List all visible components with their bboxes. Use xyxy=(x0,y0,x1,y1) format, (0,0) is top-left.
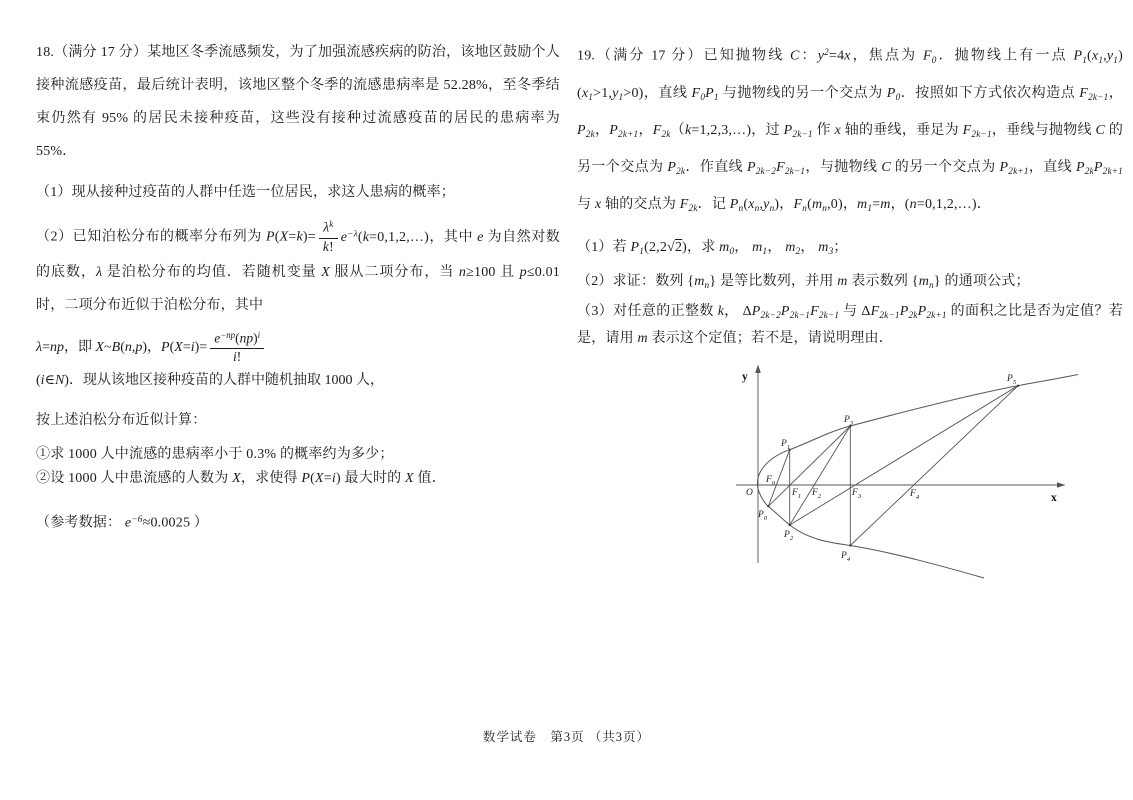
page-footer: 数学试卷 第3页 （共3页） xyxy=(482,730,651,744)
figure-label-P4: $P_4$ xyxy=(841,551,851,564)
problem18-part1: （1）现从接种过疫苗的人群中任选一位居民，求这人患病的概率； xyxy=(36,185,455,200)
figure-label-x: x xyxy=(1051,492,1057,505)
problem18-item2: ②设 1000 人中患流感的人数为 X，求使得 P(X=i) 最大时的 X 值． xyxy=(36,470,446,486)
figure-label-P1: $P_1$ xyxy=(781,439,791,452)
figure-label-P3: $P_3$ xyxy=(844,415,854,428)
y-axis-arrow xyxy=(755,365,761,374)
figure-label-y: y xyxy=(742,371,748,384)
point-P4 xyxy=(849,545,851,547)
chord-P4-F4-P5 xyxy=(850,386,1018,546)
figure-label-F2: $F_2$ xyxy=(812,488,822,501)
problem18-binomial-formula xyxy=(36,330,560,396)
problem19-part3: （3）对任意的正整数 k， $\Delta P_{2k-2}P_{2k-1}F_{2k-1}$ 与 $\Delta F_{2k-1}P_{2k}P_{2k+1}$ 的面积之比是否为定值？若是，请用 m 表示这个定值；若不是，请说明理由． xyxy=(577,304,1124,347)
problem18-part2 xyxy=(36,217,560,322)
problem18-part2-post: $e^{-\lambda}(k=0,1,2,\dots)$，其中 e 为自然对数的底数，λ 是泊松分布的均值．若随机变量 X 服从二项分布，当 n≥100 且 p≤0.01时，二项分布近似于泊松分布，其中 xyxy=(36,228,560,313)
figure-label-F0: $F_0$ xyxy=(766,475,776,488)
problem18-note: 按上述泊松分布近似计算： xyxy=(36,412,207,428)
binomial-fraction xyxy=(210,330,264,366)
parabola-upper-branch xyxy=(757,375,1078,493)
x-axis-arrow xyxy=(1057,483,1066,489)
poisson-fraction xyxy=(319,219,338,255)
figure-label-F3: $F_3$ xyxy=(852,488,862,501)
problem19-part2: （2）求证：数列 $\{m_n\}$ 是等比数列，并用 m 表示数列 $\{m_n\}$ 的通项公式； xyxy=(577,273,1030,291)
point-P0 xyxy=(767,506,769,508)
formula2-post: (i∈N)．现从该地区接种疫苗的人群中随机抽取 1000 人， xyxy=(36,372,384,388)
parabola-figure xyxy=(689,361,1110,593)
problem-19-column xyxy=(577,36,1123,593)
problem18-reference-data: （参考数据： $e^{-6}\approx 0.0025$ ） xyxy=(36,513,209,531)
point-P5 xyxy=(1017,385,1019,387)
problem18-intro: 18.（满分 17 分）某地区冬季流感频发，为了加强流感疾病的防治，该地区鼓励个人接种流感疫苗，最后统计表明，该地区整个冬季的流感患病率是 52.28%，至冬季结束仍然有 95% 的居民未接种疫苗，这些没有接种过流感疫苗的居民的患病率为 55%． xyxy=(36,45,560,159)
problem-18-column xyxy=(36,36,560,539)
problem18-part2-pre: （2）已知泊松分布的概率分布列为 P(X=k)= xyxy=(36,229,316,245)
poisson-fraction-denominator: k! xyxy=(322,238,334,254)
problem19-part1: （1）若 $P_1(2,2√2)$，求 $m_0$， $m_1$， $m_2$， $m_3$； xyxy=(577,239,848,256)
point-P2 xyxy=(789,524,791,526)
problem19-intro: 19.（满分 17 分）已知抛物线 C：$y^2=4x$，焦点为 $F_0$．抛物线上有一点 $P_1(x_1,y_1)(x_1>1,y_1>0)$，直线 $F_0P_1$ 与抛物线的另一个交点为 $P_0$．按照如下方式依次构造点 $F_{2k-1}$，$P_{2k}$，$P_{2k+1}$，$F_{2k}(k=1,2,3,\dots)$，过 $P_{2k-1}$ 作 x 轴的垂线，垂足为 $F_{2k-1}$，垂线与抛物线 C 的另一个交点为 $P_{2k}$．作直线 $P_{2k-2}F_{2k-1}$，与抛物线 C 的另一个交点为 $P_{2k+1}$，直线 $P_{2k}P_{2k+1}$ 与 x 轴的交点为 $F_{2k}$．记 $P_n(x_n,y_n)$，$F_n(m_n,0)$，$m_1=m$，(n=0,1,2,…)． xyxy=(577,47,1124,214)
poisson-fraction-numerator: $\lambda^k$ xyxy=(319,219,338,238)
figure-label-F4: $F_4$ xyxy=(910,489,920,502)
figure-label-P2: $P_2$ xyxy=(784,530,794,543)
figure-label-F1: $F_1$ xyxy=(792,488,802,501)
figure-label-P5: $P_5$ xyxy=(1007,374,1017,387)
chord-P2-F2-P3 xyxy=(790,426,851,525)
figure-label-P0: $P_0$ xyxy=(758,510,768,523)
binomial-fraction-denominator: i! xyxy=(233,348,242,364)
problem18-item1: ①求 1000 人中流感的患病率小于 0.3% 的概率约为多少； xyxy=(36,446,394,462)
formula2-pre: λ=np，即 X~B(n,p)，P(X=i)= xyxy=(36,339,208,355)
binomial-fraction-numerator: $e^{-np}(np)^i$ xyxy=(210,330,264,349)
chord-P2-F3-P5 xyxy=(790,386,1018,525)
figure-label-O: O xyxy=(746,488,753,499)
parabola-diagram-svg xyxy=(689,361,1110,593)
